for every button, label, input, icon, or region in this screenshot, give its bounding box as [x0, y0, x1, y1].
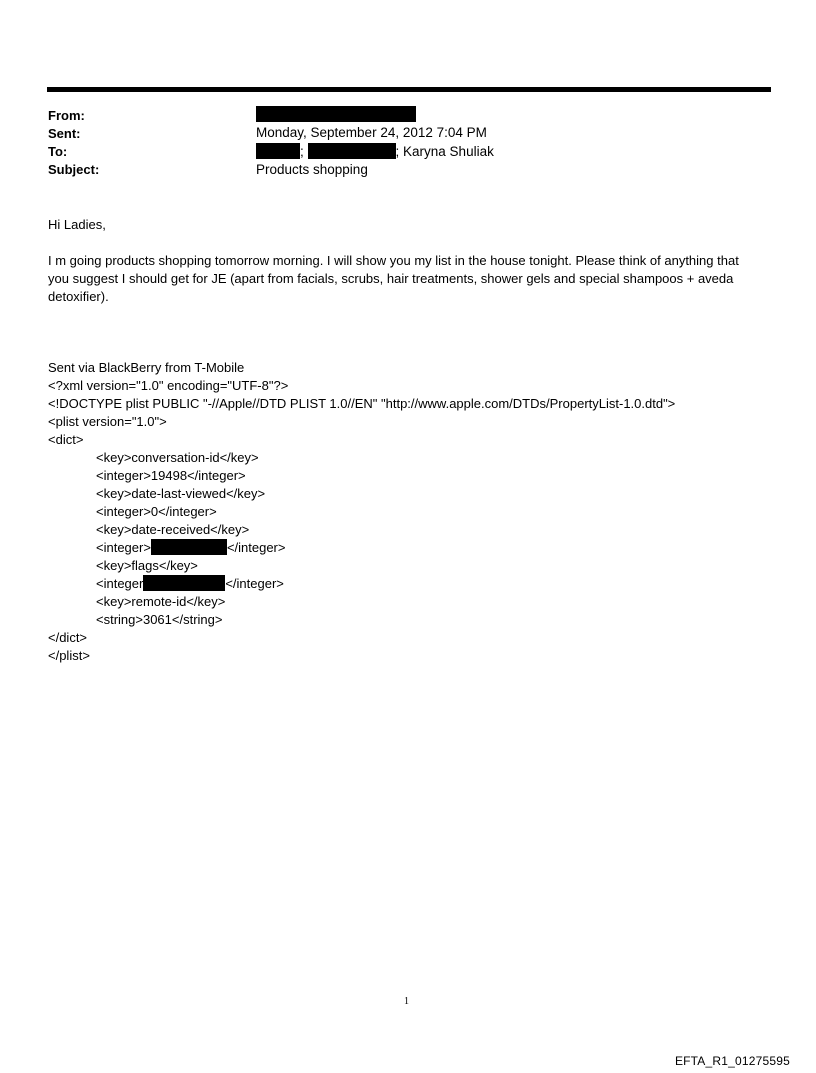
dict-close-tag: </dict> — [48, 630, 88, 645]
integer-conversation-id: <integer>19498</integer> — [96, 468, 246, 483]
integer-close-tag: </integer> — [226, 540, 286, 555]
key-date-last-viewed: <key>date-last-viewed</key> — [96, 486, 266, 501]
document-id: EFTA_R1_01275595 — [674, 1054, 790, 1068]
recipient-separator: ; — [300, 144, 304, 159]
key-remote-id: <key>remote-id</key> — [96, 594, 226, 609]
redaction-block — [308, 143, 396, 159]
to-label: To: — [48, 144, 68, 159]
header-rule — [47, 87, 771, 92]
subject-value: Products shopping — [256, 162, 368, 177]
integer-flags — [96, 575, 284, 593]
plist-close-tag: </plist> — [48, 648, 90, 663]
from-value — [256, 106, 416, 122]
string-remote-id: <string>3061</string> — [96, 612, 223, 627]
key-date-received: <key>date-received</key> — [96, 522, 250, 537]
xml-declaration: <?xml version="1.0" encoding="UTF-8"?> — [48, 378, 289, 393]
redaction-block — [151, 539, 227, 555]
redaction-block — [256, 143, 300, 159]
integer-open-tag: <integer> — [96, 540, 151, 555]
key-flags: <key>flags</key> — [96, 558, 198, 573]
integer-close-tag: </integer> — [225, 576, 284, 591]
integer-date-received — [96, 539, 285, 557]
doctype-line: <!DOCTYPE plist PUBLIC "-//Apple//DTD PLIST 1.0//EN" "http://www.apple.com/DTDs/PropertyList-1.0.dtd"> — [48, 396, 676, 411]
greeting: Hi Ladies, — [48, 217, 106, 232]
subject-label: Subject: — [48, 162, 100, 177]
sent-label: Sent: — [48, 126, 81, 141]
from-label: From: — [48, 108, 85, 123]
message-paragraph: I m going products shopping tomorrow morning. I will show you my list in the house tonight. Please think of anything that you suggest I should get for JE (apart from facials, scrubs, hair treatments, shower gels and special shampoos + aveda detoxifier). — [48, 253, 739, 304]
integer-date-last-viewed: <integer>0</integer> — [96, 504, 217, 519]
page-number: 1 — [404, 996, 409, 1007]
dict-open-tag: <dict> — [48, 432, 84, 447]
key-conversation-id: <key>conversation-id</key> — [96, 450, 259, 465]
redaction-block — [143, 575, 225, 591]
to-value — [256, 143, 494, 159]
recipient-name: ; Karyna Shuliak — [395, 144, 494, 159]
signature: Sent via BlackBerry from T-Mobile — [48, 360, 245, 375]
sent-value: Monday, September 24, 2012 7:04 PM — [256, 125, 487, 140]
integer-open-tag: <integer — [96, 576, 144, 591]
plist-open-tag: <plist version="1.0"> — [48, 414, 167, 429]
redaction-block — [256, 106, 416, 122]
